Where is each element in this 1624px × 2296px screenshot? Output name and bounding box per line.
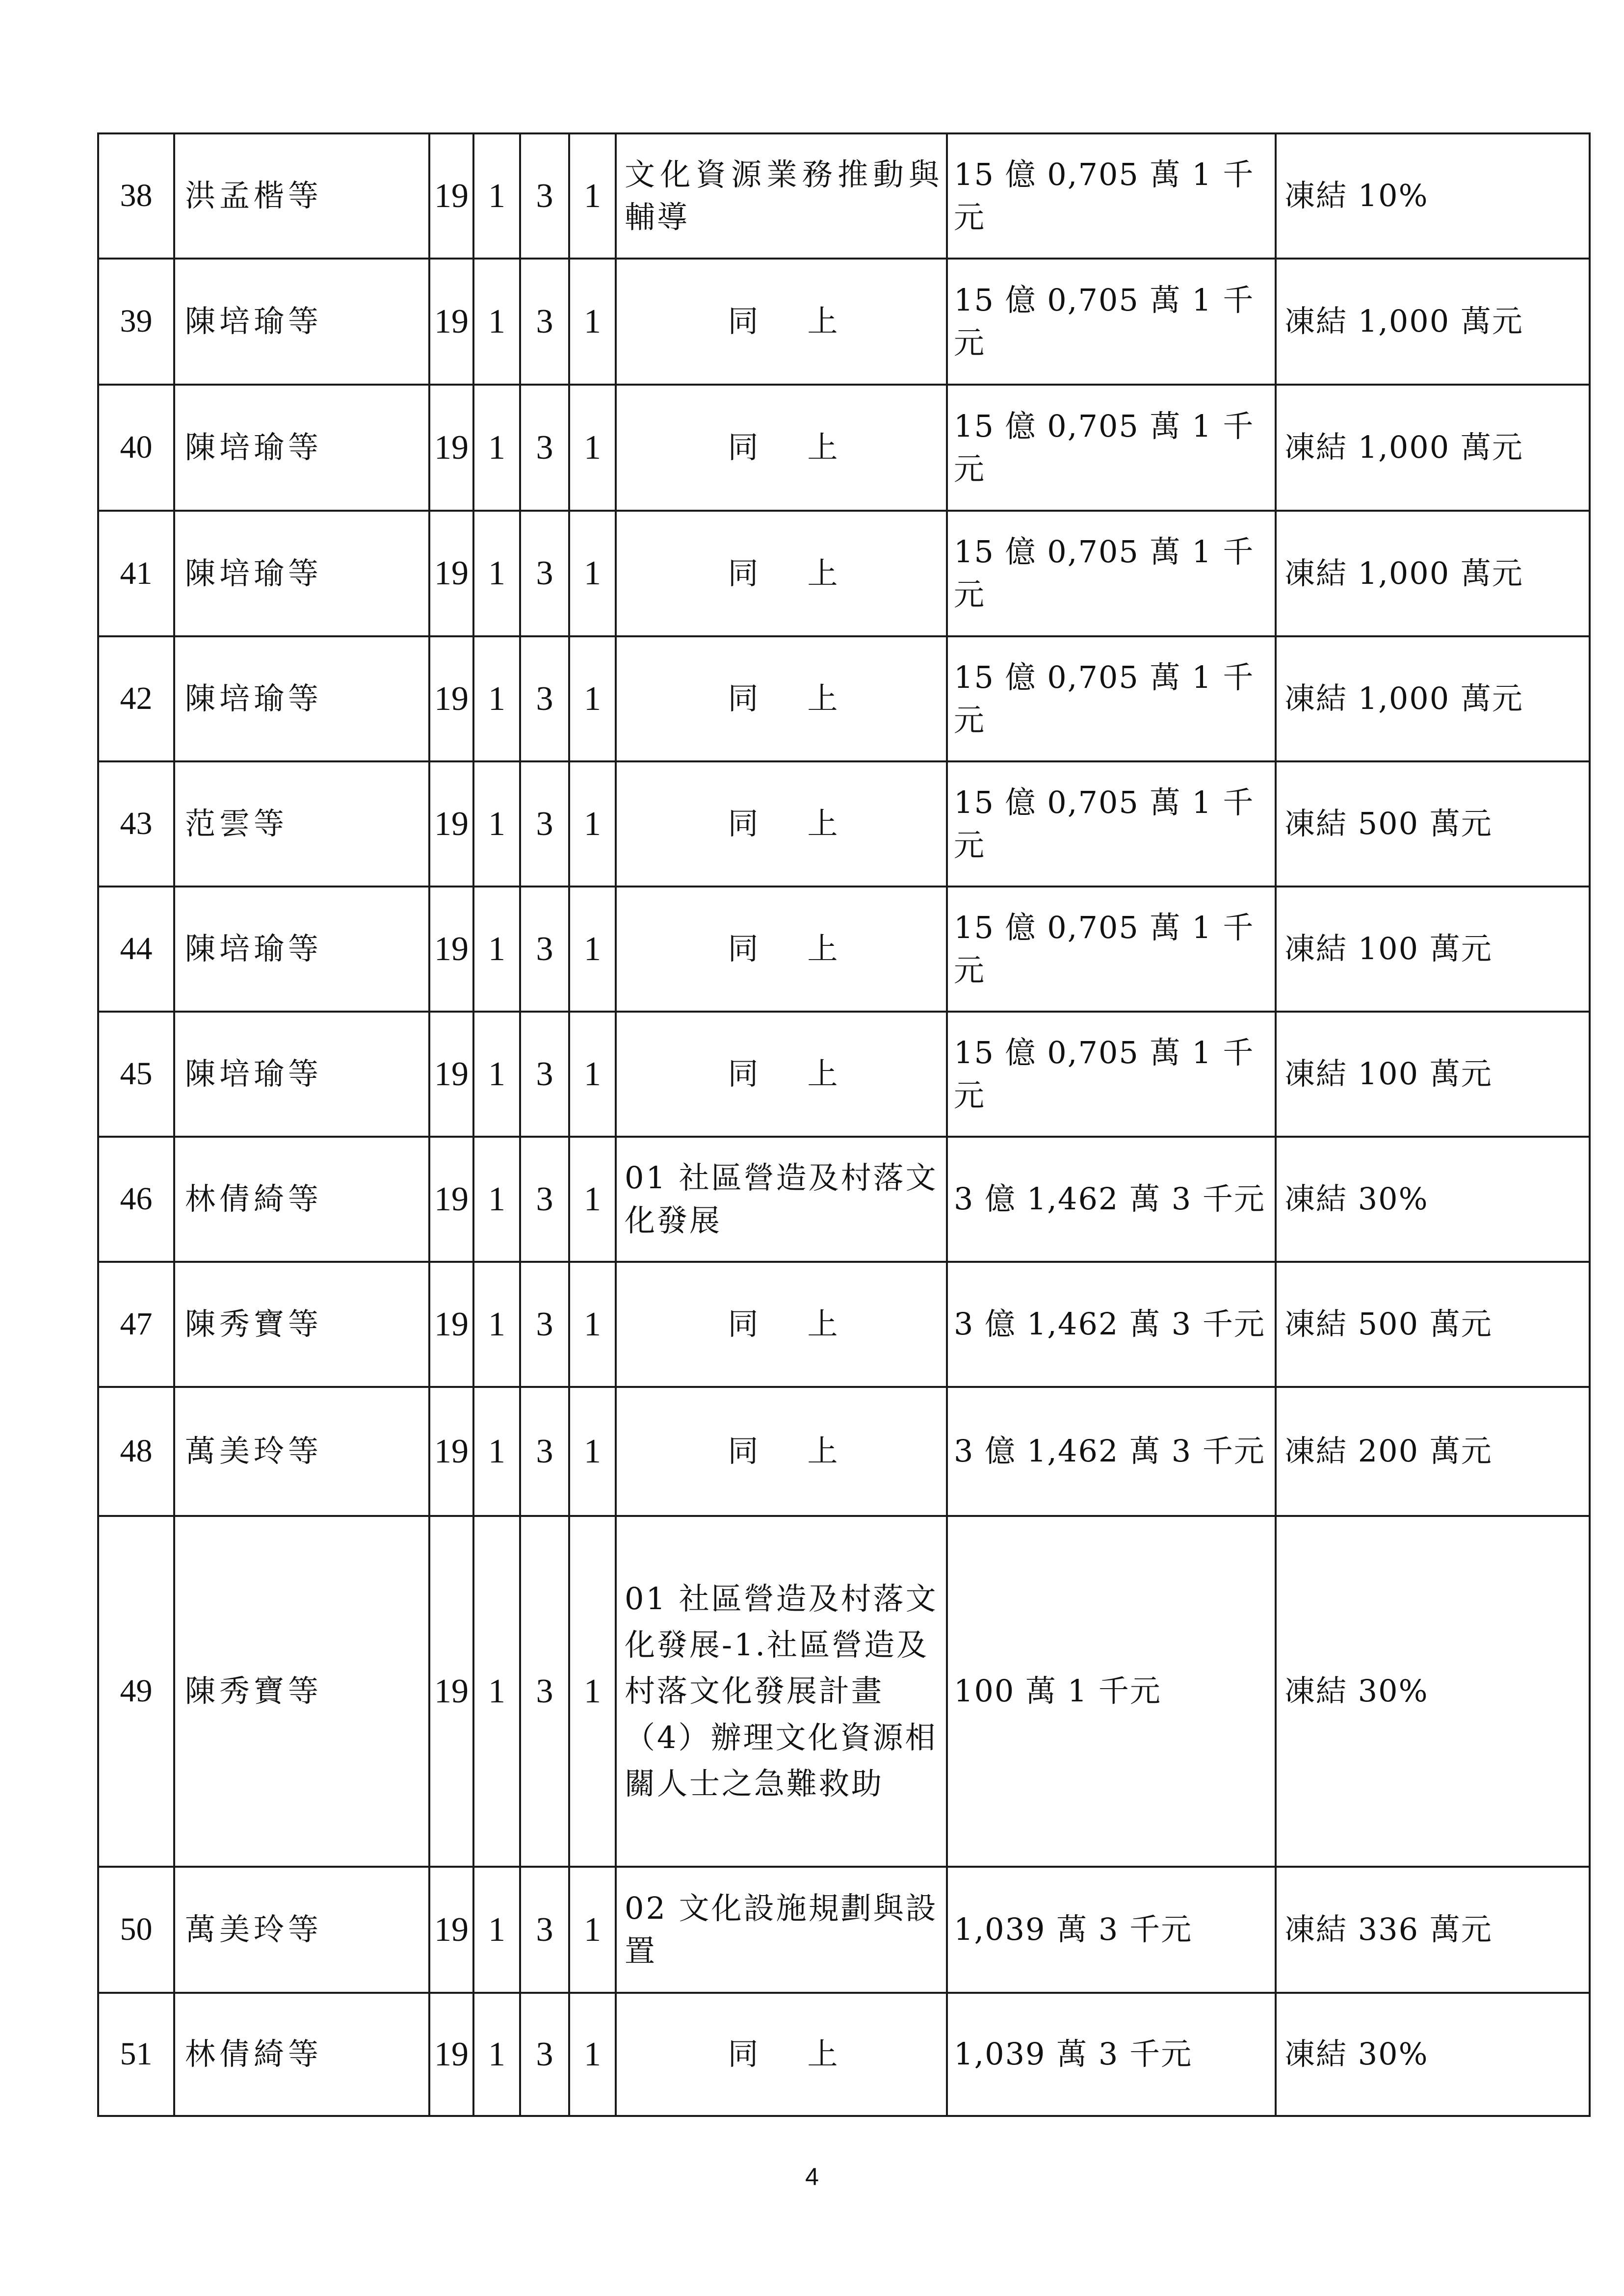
freeze-action: 凍結 1,000 萬元 — [1276, 511, 1590, 636]
budget-item — [616, 1867, 947, 1993]
item-first-line — [625, 1160, 938, 1238]
same-as-above: 同上 — [728, 2036, 887, 2072]
proposer-name: 陳培瑜等 — [174, 887, 429, 1012]
table-row — [98, 1993, 1590, 2116]
budget-amount: 3 億 1,462 萬 3 千元 — [947, 1387, 1276, 1516]
budget-item — [616, 761, 947, 887]
freeze-action: 凍結 1,000 萬元 — [1276, 259, 1590, 385]
code-2: 1 — [473, 259, 520, 385]
table-row — [98, 887, 1590, 1012]
same-as-above: 同上 — [728, 931, 887, 967]
code-3: 3 — [520, 636, 569, 761]
code-1: 19 — [429, 1137, 473, 1262]
proposer-name: 陳秀寶等 — [174, 1262, 429, 1387]
budget-item — [616, 1262, 947, 1387]
code-3: 3 — [520, 1012, 569, 1137]
budget-amount: 100 萬 1 千元 — [947, 1516, 1276, 1867]
freeze-action: 凍結 30% — [1276, 1993, 1590, 2116]
code-3: 3 — [520, 1262, 569, 1387]
budget-amount: 15 億 0,705 萬 1 千元 — [947, 133, 1276, 259]
code-2: 1 — [473, 636, 520, 761]
row-number: 51 — [98, 1993, 174, 2116]
item-first-line — [625, 1890, 938, 1969]
table-row — [98, 761, 1590, 887]
row-number: 46 — [98, 1137, 174, 1262]
budget-item — [616, 887, 947, 1012]
budget-amount: 15 億 0,705 萬 1 千元 — [947, 1012, 1276, 1137]
code-1: 19 — [429, 1012, 473, 1137]
code-1: 19 — [429, 259, 473, 385]
item-text: 文化資源業務推動與輔導 — [625, 156, 941, 235]
code-2: 1 — [473, 887, 520, 1012]
code-3: 3 — [520, 761, 569, 887]
code-3: 3 — [520, 133, 569, 259]
freeze-action: 凍結 100 萬元 — [1276, 1012, 1590, 1137]
code-1: 19 — [429, 133, 473, 259]
budget-amount: 15 億 0,705 萬 1 千元 — [947, 636, 1276, 761]
freeze-action: 凍結 1,000 萬元 — [1276, 636, 1590, 761]
freeze-action: 凍結 10% — [1276, 133, 1590, 259]
row-number: 48 — [98, 1387, 174, 1516]
freeze-action: 凍結 336 萬元 — [1276, 1867, 1590, 1993]
proposer-name: 林倩綺等 — [174, 1137, 429, 1262]
code-4: 1 — [569, 385, 616, 511]
row-number: 43 — [98, 761, 174, 887]
code-3: 3 — [520, 887, 569, 1012]
table-row — [98, 1262, 1590, 1387]
code-1: 19 — [429, 1262, 473, 1387]
code-3: 3 — [520, 1137, 569, 1262]
budget-freeze-table — [97, 132, 1591, 2117]
code-4: 1 — [569, 761, 616, 887]
code-2: 1 — [473, 1137, 520, 1262]
code-2: 1 — [473, 1387, 520, 1516]
code-3: 3 — [520, 1867, 569, 1993]
table-row — [98, 636, 1590, 761]
code-3: 3 — [520, 1387, 569, 1516]
budget-amount: 3 億 1,462 萬 3 千元 — [947, 1262, 1276, 1387]
freeze-action: 凍結 500 萬元 — [1276, 761, 1590, 887]
item-text: 文化設施規劃與設置 — [625, 1890, 938, 1969]
proposer-name: 范雲等 — [174, 761, 429, 887]
same-as-above: 同上 — [728, 1306, 887, 1342]
budget-amount: 15 億 0,705 萬 1 千元 — [947, 259, 1276, 385]
budget-amount: 15 億 0,705 萬 1 千元 — [947, 385, 1276, 511]
code-1: 19 — [429, 1867, 473, 1993]
same-as-above: 同上 — [728, 806, 887, 842]
table-row — [98, 1137, 1590, 1262]
code-4: 1 — [569, 1867, 616, 1993]
freeze-action: 凍結 500 萬元 — [1276, 1262, 1590, 1387]
code-2: 1 — [473, 511, 520, 636]
code-3: 3 — [520, 1516, 569, 1867]
item-code: 01 — [625, 1159, 667, 1196]
same-as-above: 同上 — [728, 680, 887, 717]
item-code: 02 — [625, 1890, 667, 1926]
budget-amount: 1,039 萬 3 千元 — [947, 1867, 1276, 1993]
budget-amount: 15 億 0,705 萬 1 千元 — [947, 887, 1276, 1012]
code-3: 3 — [520, 1993, 569, 2116]
proposer-name: 陳秀寶等 — [174, 1516, 429, 1867]
freeze-action: 凍結 200 萬元 — [1276, 1387, 1590, 1516]
code-1: 19 — [429, 887, 473, 1012]
code-1: 19 — [429, 761, 473, 887]
code-1: 19 — [429, 636, 473, 761]
code-4: 1 — [569, 636, 616, 761]
code-3: 3 — [520, 511, 569, 636]
proposer-name: 陳培瑜等 — [174, 385, 429, 511]
table-row — [98, 385, 1590, 511]
code-4: 1 — [569, 887, 616, 1012]
code-4: 1 — [569, 511, 616, 636]
proposer-name: 萬美玲等 — [174, 1867, 429, 1993]
budget-item — [616, 1516, 947, 1867]
budget-item — [616, 385, 947, 511]
code-2: 1 — [473, 133, 520, 259]
row-number: 47 — [98, 1262, 174, 1387]
code-2: 1 — [473, 1993, 520, 2116]
code-4: 1 — [569, 1262, 616, 1387]
proposer-name: 陳培瑜等 — [174, 1012, 429, 1137]
same-as-above: 同上 — [728, 1433, 887, 1469]
code-1: 19 — [429, 1993, 473, 2116]
code-1: 19 — [429, 1516, 473, 1867]
budget-amount: 1,039 萬 3 千元 — [947, 1993, 1276, 2116]
code-4: 1 — [569, 1012, 616, 1137]
table-row — [98, 511, 1590, 636]
budget-item — [616, 511, 947, 636]
row-number: 49 — [98, 1516, 174, 1867]
item-code: 01 — [625, 1580, 667, 1617]
same-as-above: 同上 — [728, 555, 887, 591]
row-number: 45 — [98, 1012, 174, 1137]
table-row — [98, 1012, 1590, 1137]
proposer-name: 林倩綺等 — [174, 1993, 429, 2116]
code-1: 19 — [429, 1387, 473, 1516]
code-4: 1 — [569, 1387, 616, 1516]
row-number: 40 — [98, 385, 174, 511]
table-row — [98, 259, 1590, 385]
code-3: 3 — [520, 259, 569, 385]
proposer-name: 陳培瑜等 — [174, 259, 429, 385]
row-number: 44 — [98, 887, 174, 1012]
freeze-action: 凍結 30% — [1276, 1137, 1590, 1262]
code-4: 1 — [569, 1137, 616, 1262]
proposer-name: 陳培瑜等 — [174, 511, 429, 636]
code-4: 1 — [569, 1993, 616, 2116]
code-3: 3 — [520, 385, 569, 511]
code-1: 19 — [429, 385, 473, 511]
code-2: 1 — [473, 1012, 520, 1137]
budget-item — [616, 1137, 947, 1262]
proposer-name: 洪孟楷等 — [174, 133, 429, 259]
item-text: 社區營造及村落文化發展-1.社區營造及村落文化發展計畫（4）辦理文化資源相關人士之急難救助 — [625, 1580, 938, 1801]
table-row — [98, 1516, 1590, 1867]
same-as-above: 同上 — [728, 303, 887, 339]
budget-item — [616, 1387, 947, 1516]
budget-item — [616, 636, 947, 761]
proposer-name: 陳培瑜等 — [174, 636, 429, 761]
row-number: 39 — [98, 259, 174, 385]
same-as-above: 同上 — [728, 1056, 887, 1092]
code-2: 1 — [473, 385, 520, 511]
row-number: 41 — [98, 511, 174, 636]
code-4: 1 — [569, 133, 616, 259]
freeze-action: 凍結 100 萬元 — [1276, 887, 1590, 1012]
row-number: 42 — [98, 636, 174, 761]
code-1: 19 — [429, 511, 473, 636]
code-2: 1 — [473, 1867, 520, 1993]
row-number: 50 — [98, 1867, 174, 1993]
same-as-above: 同上 — [728, 429, 887, 466]
budget-amount: 15 億 0,705 萬 1 千元 — [947, 761, 1276, 887]
code-2: 1 — [473, 761, 520, 887]
freeze-action: 凍結 30% — [1276, 1516, 1590, 1867]
table-row — [98, 1867, 1590, 1993]
proposer-name: 萬美玲等 — [174, 1387, 429, 1516]
budget-item — [616, 1993, 947, 2116]
freeze-action: 凍結 1,000 萬元 — [1276, 385, 1590, 511]
budget-amount: 15 億 0,705 萬 1 千元 — [947, 511, 1276, 636]
budget-item — [616, 133, 947, 259]
table-row — [98, 1387, 1590, 1516]
budget-amount: 3 億 1,462 萬 3 千元 — [947, 1137, 1276, 1262]
page-number: 4 — [805, 2163, 819, 2191]
item-text: 社區營造及村落文化發展 — [625, 1159, 938, 1238]
item-first-line — [625, 1581, 938, 1801]
row-number: 38 — [98, 133, 174, 259]
table-row — [98, 133, 1590, 259]
code-4: 1 — [569, 1516, 616, 1867]
code-2: 1 — [473, 1262, 520, 1387]
budget-item — [616, 1012, 947, 1137]
code-4: 1 — [569, 259, 616, 385]
code-2: 1 — [473, 1516, 520, 1867]
budget-item — [616, 259, 947, 385]
